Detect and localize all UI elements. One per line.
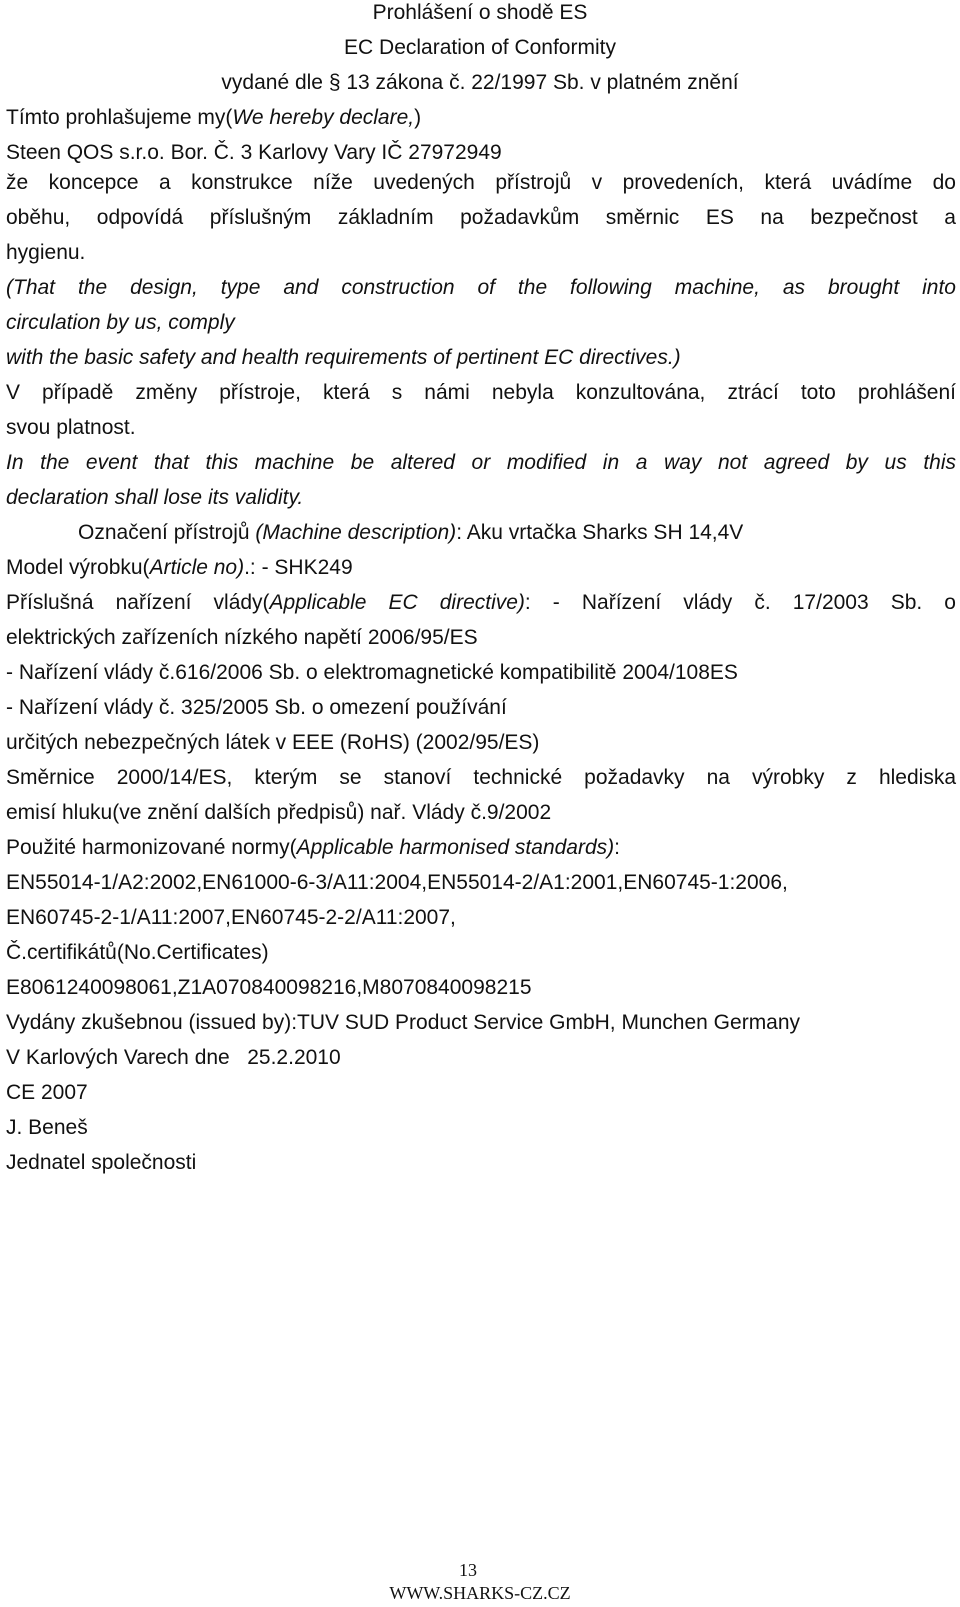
- issued-by: Vydány zkušebnou (issued by):TUV SUD Product Service GmbH, Munchen Germany: [6, 1011, 801, 1034]
- validity-en-line-1: In the event that this machine be altered or modified in a way not agreed by us this: [6, 451, 956, 474]
- directive-line-2: elektrických zařízeních nízkého napětí 2006/95/ES: [6, 626, 478, 649]
- standards-label: Použité harmonizované normy(Applicable harmonised standards):: [6, 836, 620, 859]
- certificates-label: Č.certifikátů(No.Certificates): [6, 941, 269, 964]
- website: WWW.SHARKS-CZ.CZ: [389, 1583, 571, 1603]
- validity-cz-line-2: svou platnost.: [6, 416, 136, 439]
- page-number: 13: [459, 1560, 477, 1580]
- standards-line-1: EN55014-1/A2:2002,EN61000-6-3/A11:2004,EN55014-2/A1:2001,EN60745-1:2006,: [6, 871, 788, 894]
- intro-en-line-1: (That the design, type and construction of the following machine, as brought into: [6, 276, 956, 299]
- company-line: Steen QOS s.r.o. Bor. Č. 3 Karlovy Vary IČ 27972949: [6, 141, 502, 164]
- intro-cz-line-2: oběhu, odpovídá příslušným základním požadavkům směrnic ES na bezpečnost a: [6, 206, 956, 229]
- directive-line-6: Směrnice 2000/14/ES, kterým se stanoví technické požadavky na výrobky z hlediska: [6, 766, 956, 789]
- title-en: EC Declaration of Conformity: [344, 36, 616, 59]
- directive-line-7: emisí hluku(ve znění dalších předpisů) nař. Vlády č.9/2002: [6, 801, 552, 824]
- title-cz: Prohlášení o shodě ES: [372, 1, 588, 24]
- signatory-role: Jednatel společnosti: [6, 1151, 197, 1174]
- directive-line-5: určitých nebezpečných látek v EEE (RoHS) (2002/95/ES): [6, 731, 540, 754]
- ce-mark-year: CE 2007: [6, 1081, 88, 1104]
- article-number: Model výrobku(Article no).: - SHK249: [6, 556, 353, 579]
- declaration-line: Tímto prohlašujeme my(We hereby declare,): [6, 106, 422, 129]
- machine-description: Označení přístrojů (Machine description): Aku vrtačka Sharks SH 14,4V: [78, 521, 744, 544]
- intro-en-line-2: circulation by us, comply: [6, 311, 235, 334]
- standards-line-2: EN60745-2-1/A11:2007,EN60745-2-2/A11:2007,: [6, 906, 456, 929]
- signatory-name: J. Beneš: [6, 1116, 88, 1139]
- validity-cz-line-1: V případě změny přístroje, která s námi nebyla konzultována, ztrácí toto prohlášení: [6, 381, 956, 404]
- intro-cz-line-3: hygienu.: [6, 241, 86, 264]
- law-reference: vydané dle § 13 zákona č. 22/1997 Sb. v platném znění: [221, 71, 739, 94]
- validity-en-line-2: declaration shall lose its validity.: [6, 486, 304, 509]
- directive-line-4: - Nařízení vlády č. 325/2005 Sb. o omezení používání: [6, 696, 507, 719]
- certificates-value: E8061240098061,Z1A070840098216,M8070840098215: [6, 976, 532, 999]
- intro-en-line-3: with the basic safety and health requirements of pertinent EC directives.): [6, 346, 681, 369]
- directive-line-3: - Nařízení vlády č.616/2006 Sb. o elektromagnetické kompatibilitě 2004/108ES: [6, 661, 738, 684]
- directive-line-1: Příslušná nařízení vlády(Applicable EC directive): - Nařízení vlády č. 17/2003 Sb. o: [6, 591, 956, 614]
- intro-cz-line-1: že koncepce a konstrukce níže uvedených přístrojů v provedeních, která uvádíme do: [6, 171, 956, 194]
- place-date: V Karlových Varech dne 25.2.2010: [6, 1046, 341, 1069]
